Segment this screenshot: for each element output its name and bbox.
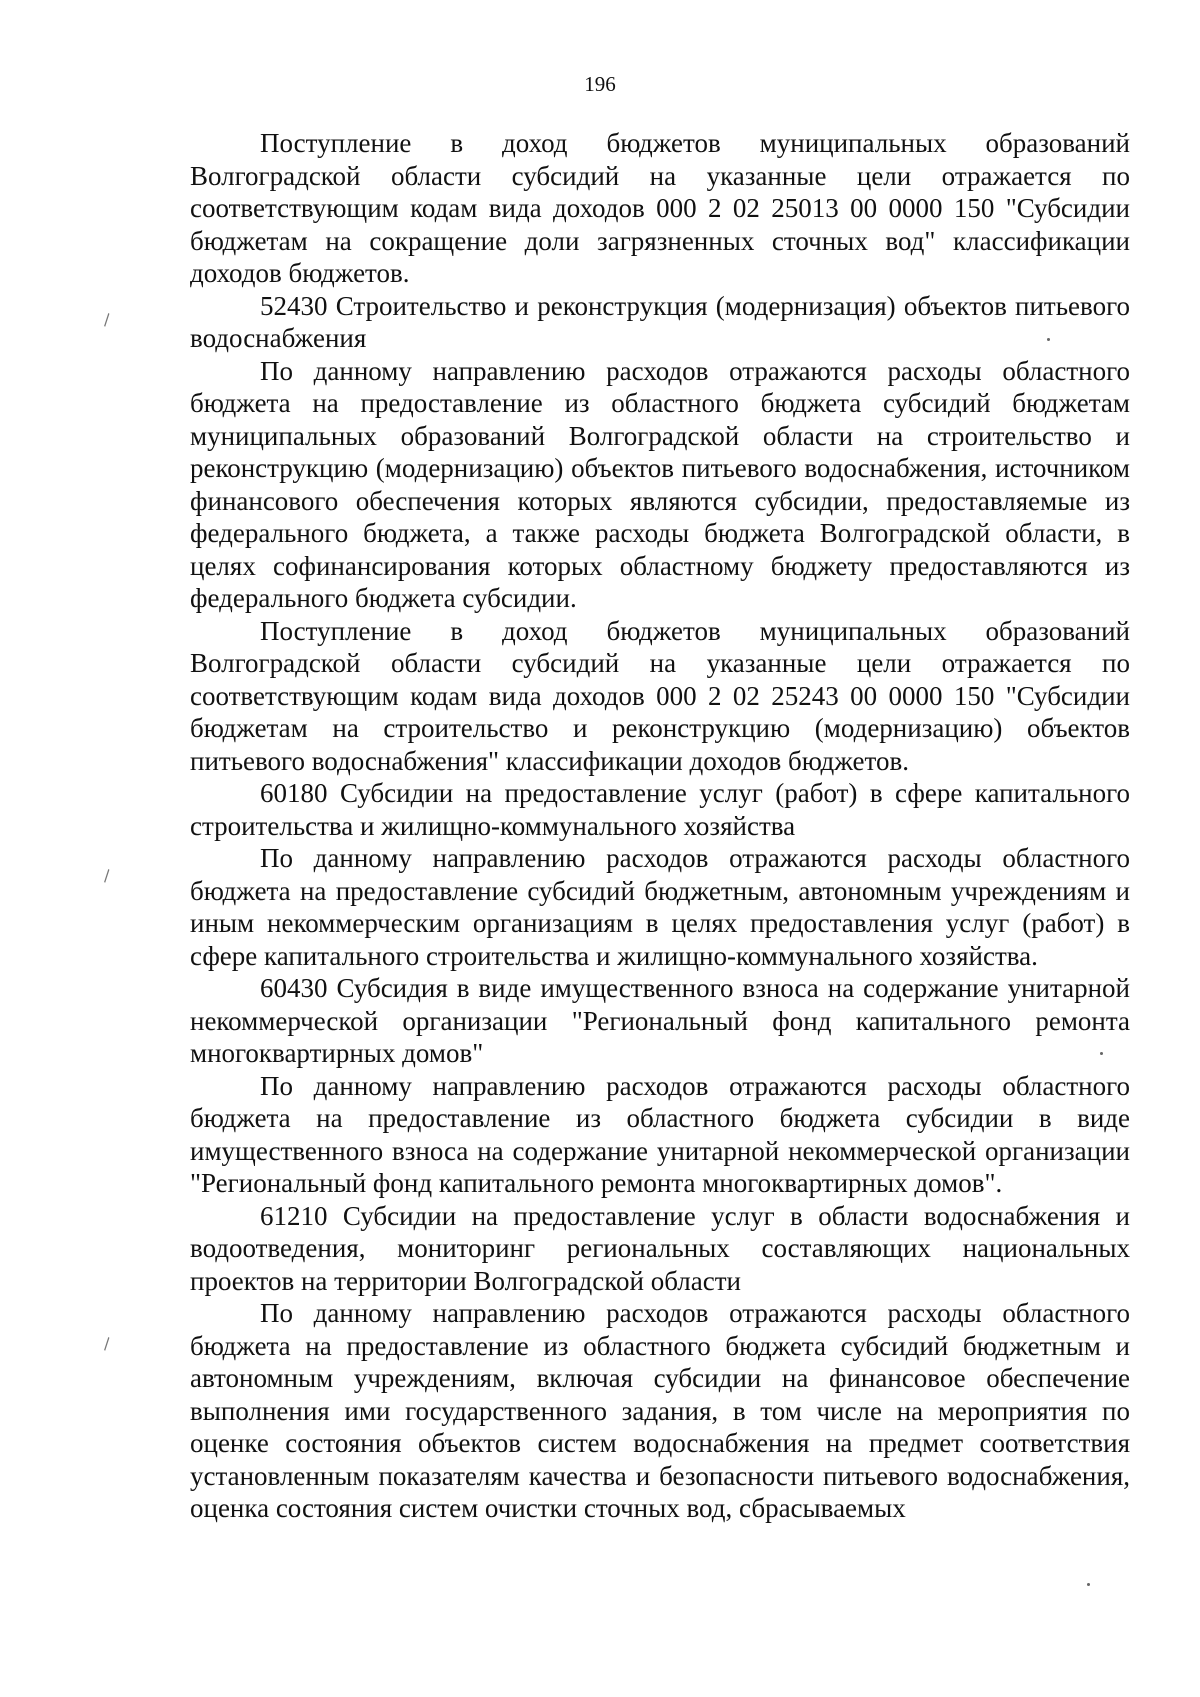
scan-speck-mark: \ xyxy=(99,866,115,885)
paragraph: Поступление в доход бюджетов муниципальных образований Волгоградской области субсидий на указанные цели отражается по соответствующим кодам вида доходов 000 2 02 25243 00 0000 150 "Субсидии бюджетам на строительство и реконструкцию (модернизацию) объектов питьевого водоснабжения" классификации доходов бюджетов. xyxy=(190,615,1130,776)
paragraph: По данному направлению расходов отражаются расходы областного бюджета на предоставление из областного бюджета субсидий бюджетным и автономным учреждениям, включая субсидии на финансовое обеспечение выполнения ими государственного задания, в том числе на мероприятия по оценке состояния объектов систем водоснабжения на предмет соответствия установленным показателям качества и безопасности питьевого водоснабжения, оценка состояния систем очистки сточных вод, сбрасываемых xyxy=(190,1298,1130,1523)
scan-speck-mark: \ xyxy=(99,310,115,329)
section-heading: 52430 Строительство и реконструкция (модернизация) объектов питьевого водоснабжения xyxy=(190,290,1130,353)
scan-speck-mark: \ xyxy=(99,1334,115,1353)
page-number: 196 xyxy=(584,72,616,96)
paragraph: По данному направлению расходов отражаются расходы областного бюджета на предоставление из областного бюджета субсидий бюджетам муниципальных образований Волгоградской области на строительство и реконструкцию (модернизацию) объектов питьевого водоснабжения, источником финансового обеспечения которых являются субсидии, предоставляемые из федерального бюджета, а также расходы бюджета Волгоградской области, в целях софинансирования которых областному бюджету предоставляются из федерального бюджета субсидии. xyxy=(190,355,1130,613)
paragraph: По данному направлению расходов отражаются расходы областного бюджета на предоставление из областного бюджета субсидии в виде имущественного взноса на содержание унитарной некоммерческой организации "Региональный фонд капитального ремонта многоквартирных домов". xyxy=(190,1070,1130,1198)
scan-speck-dot xyxy=(1087,1583,1090,1586)
document-body xyxy=(190,127,1130,1525)
section-heading: 60180 Субсидии на предоставление услуг (работ) в сфере капитального строительства и жилищно-коммунального хозяйства xyxy=(190,778,1130,841)
section-heading: 61210 Субсидии на предоставление услуг в области водоснабжения и водоотведения, мониторинг региональных составляющих национальных проектов на территории Волгоградской области xyxy=(190,1200,1130,1296)
paragraph: По данному направлению расходов отражаются расходы областного бюджета на предоставление субсидий бюджетным, автономным учреждениям и иным некоммерческим организациям в целях предоставления услуг (работ) в сфере капитального строительства и жилищно-коммунального хозяйства. xyxy=(190,843,1130,971)
paragraph: Поступление в доход бюджетов муниципальных образований Волгоградской области субсидий на указанные цели отражается по соответствующим кодам вида доходов 000 2 02 25013 00 0000 150 "Субсидии бюджетам на сокращение доли загрязненных сточных вод" классификации доходов бюджетов. xyxy=(190,128,1130,288)
section-heading: 60430 Субсидия в виде имущественного взноса на содержание унитарной некоммерческой организации "Региональный фонд капитального ремонта многоквартирных домов" xyxy=(190,973,1130,1068)
